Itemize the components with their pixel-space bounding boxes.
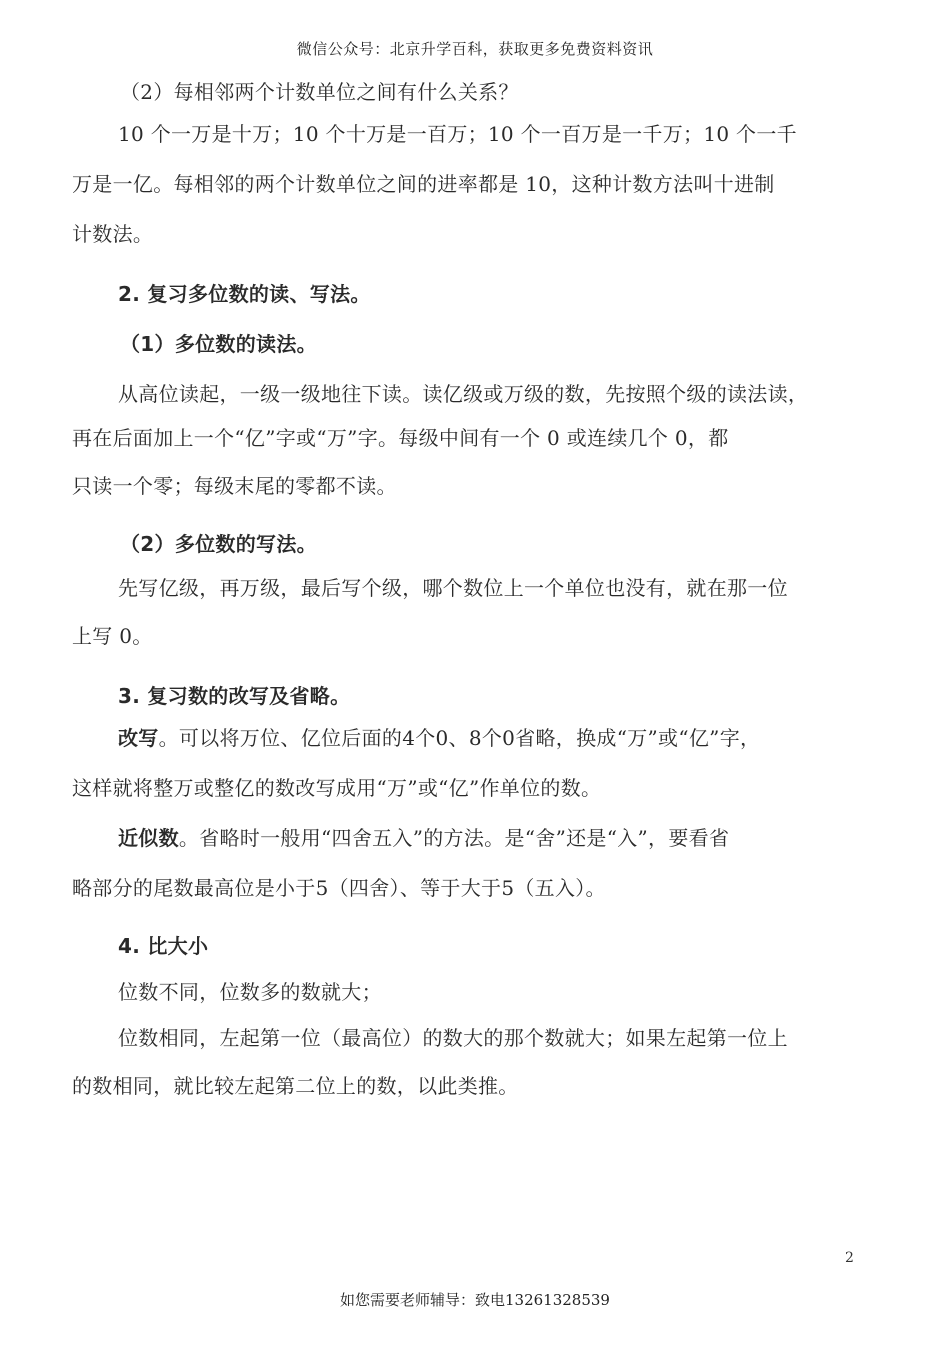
paragraph-line: 万是一亿。每相邻的两个计数单位之间的进率都是 10，这种计数方法叫十进制 [72, 172, 775, 196]
paragraph-line: 再在后面加上一个“亿”字或“万”字。每级中间有一个 0 或连续几个 0，都 [72, 426, 729, 450]
section-heading-2: 2. 复习多位数的读、写法。 [118, 282, 371, 306]
paragraph-line: 先写亿级，再万级，最后写个级，哪个数位上一个单位也没有，就在那一位 [118, 576, 788, 600]
page-footer: 如您需要老师辅导：致电13261328539 [340, 1291, 610, 1309]
question-2: （2）每相邻两个计数单位之间有什么关系？ [120, 80, 519, 104]
paragraph-line: 的数相同，就比较左起第二位上的数，以此类推。 [72, 1074, 519, 1098]
paragraph-line: 从高位读起，一级一级地往下读。读亿级或万级的数，先按照个级的读法读， [118, 382, 809, 406]
paragraph-line: 略部分的尾数最高位是小于5（四舍）、等于大于5（五入）。 [72, 876, 606, 900]
paragraph-line: 只读一个零；每级末尾的零都不读。 [72, 474, 397, 498]
page-header: 微信公众号：北京升学百科，获取更多免费资料资讯 [296, 40, 654, 58]
paragraph-line [118, 822, 729, 851]
paragraph-line [118, 722, 760, 751]
section-heading-3: 3. 复习数的改写及省略。 [118, 684, 351, 708]
paragraph-line: 位数不同，位数多的数就大； [118, 980, 382, 1004]
paragraph-line: 上写 0。 [72, 624, 153, 648]
paragraph-line: 这样就将整万或整亿的数改写成用“万”或“亿”作单位的数。 [72, 776, 602, 800]
term-approximation: 近似数 [118, 826, 179, 850]
paragraph-text: 。可以将万位、亿位后面的4个0、8个0省略，换成“万”或“亿”字， [158, 726, 761, 750]
subsection-heading-writing: （2）多位数的写法。 [120, 532, 317, 556]
paragraph-line: 计数法。 [72, 222, 154, 246]
paragraph-text: 。省略时一般用“四舍五入”的方法。是“舍”还是“入”，要看省 [178, 826, 730, 850]
section-heading-4: 4. 比大小 [118, 934, 209, 958]
paragraph-line: 10 个一万是十万；10 个十万是一百万；10 个一百万是一千万；10 个一千 [118, 122, 797, 146]
paragraph-line: 位数相同，左起第一位（最高位）的数大的那个数就大；如果左起第一位上 [118, 1026, 788, 1050]
subsection-heading-reading: （1）多位数的读法。 [120, 332, 317, 356]
term-rewrite: 改写 [118, 726, 159, 750]
page-number: 2 [845, 1250, 854, 1266]
